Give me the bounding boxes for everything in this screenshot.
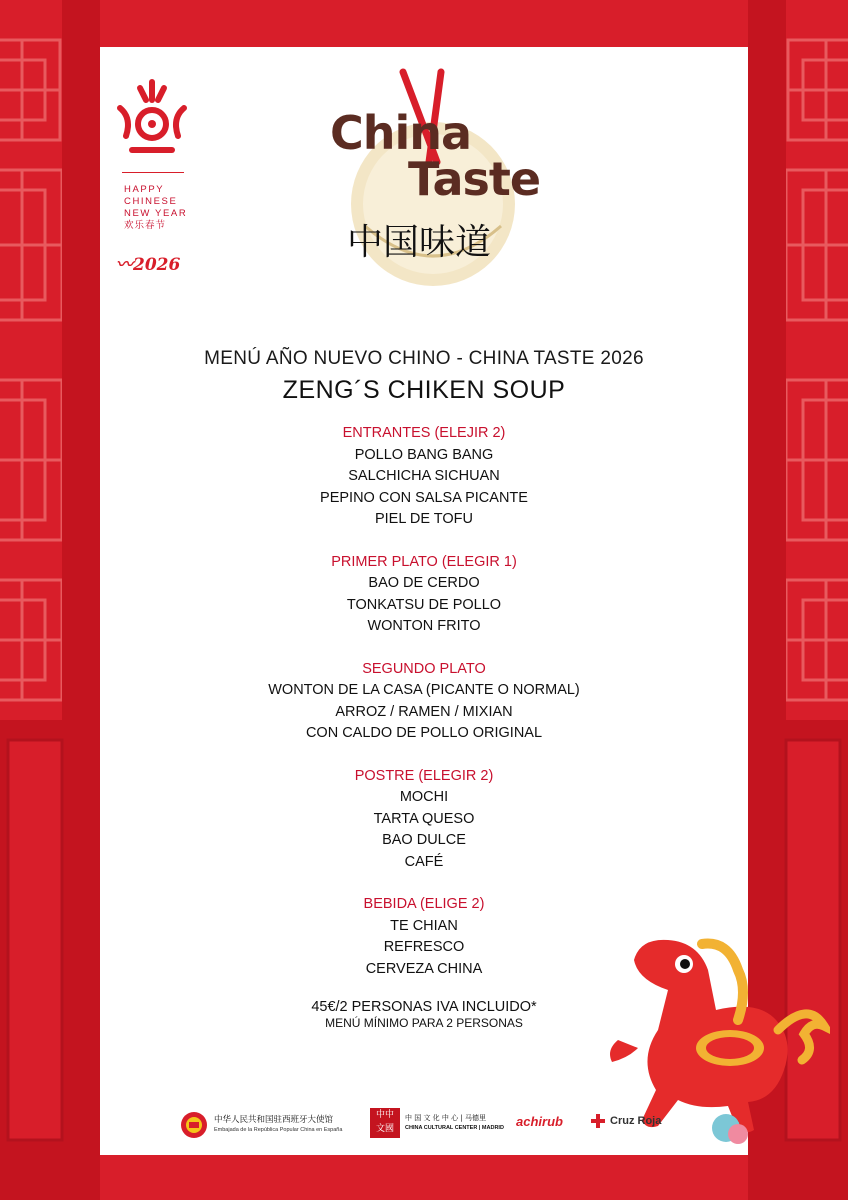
menu-item: POLLO BANG BANG xyxy=(354,446,494,463)
sponsor-china-cultural-center: 中中 文國 中 国 文 化 中 心 | 马德里 CHINA CULTURAL CENTER | MADRID xyxy=(370,1106,504,1140)
sponsor-cruz-roja xyxy=(590,1113,661,1129)
ccc-name-chinese: 中 国 文 化 中 心 xyxy=(405,1114,459,1122)
menu-item: TE CHIAN xyxy=(390,917,458,934)
greeting-line-3: NEW YEAR xyxy=(124,208,188,219)
menu-item: TONKATSU DE POLLO xyxy=(346,596,502,613)
ccc-name-english: CHINA CULTURAL CENTER xyxy=(405,1125,478,1131)
greeting-line-2: CHINESE xyxy=(124,196,178,207)
menu-item: PEPINO CON SALSA PICANTE xyxy=(320,489,528,506)
menu-item: REFRESCO xyxy=(383,939,465,955)
menu-item: CON CALDO DE POLLO ORIGINAL xyxy=(305,725,543,741)
embassy-name-chinese: 中华人民共和国驻西班牙大使馆 xyxy=(214,1115,334,1125)
section-heading: PRIMER PLATO (ELEGIR 1) xyxy=(331,553,517,570)
menu-item: WONTON DE LA CASA (PICANTE O NORMAL) xyxy=(268,682,580,698)
china-taste-logo xyxy=(325,66,555,296)
menu-item: BAO DE CERDO xyxy=(368,575,480,591)
cruz-roja-label: Cruz Roja xyxy=(610,1115,662,1127)
section-segundo-plato xyxy=(100,659,748,745)
menu-price-note: MENÚ MÍNIMO PARA 2 PERSONAS xyxy=(325,1016,523,1030)
ccc-city-chinese: 马德里 xyxy=(464,1114,486,1122)
embassy-name-spanish: Embajada de la República Popular China en España xyxy=(214,1127,343,1133)
greeting-line-1: HAPPY xyxy=(124,184,165,195)
logo-chinese-calligraphy: 中国味道 xyxy=(347,222,492,263)
festival-emblem-icon xyxy=(112,78,192,160)
sponsor-embassy xyxy=(180,1108,342,1142)
menu-item: SALCHICHA SICHUAN xyxy=(348,468,500,484)
menu-item: CAFÉ xyxy=(404,853,444,870)
dragon-icon: 〰 xyxy=(116,255,133,275)
ccc-seal-logo: 中中 文國 xyxy=(370,1108,400,1138)
menu-item: BAO DULCE xyxy=(382,832,466,848)
section-heading: ENTRANTES (ELEJIR 2) xyxy=(342,425,506,441)
ccc-city: MADRID xyxy=(481,1125,504,1131)
menu-item: PIEL DE TOFU xyxy=(374,511,474,527)
national-emblem-icon xyxy=(180,1110,208,1140)
greeting-chinese: 欢乐春节 xyxy=(124,220,167,231)
menu-item: TARTA QUESO xyxy=(373,810,475,827)
emblem-divider xyxy=(122,172,184,173)
menu-item: ARROZ / RAMEN / MIXIAN xyxy=(335,703,513,720)
section-entrantes xyxy=(100,423,748,531)
section-heading: POSTRE (ELEGIR 2) xyxy=(354,767,494,784)
menu-item: WONTON FRITO xyxy=(367,618,481,634)
menu-price: 45€/2 PERSONAS IVA INCLUIDO* xyxy=(311,999,537,1015)
year-mark: 〰2026 xyxy=(116,255,181,275)
menu-subtitle: MENÚ AÑO NUEVO CHINO - CHINA TASTE 2026 xyxy=(204,348,644,369)
menu-content xyxy=(100,348,748,1030)
section-heading: SEGUNDO PLATO xyxy=(362,660,486,677)
menu-title: ZENG´S CHIKEN SOUP xyxy=(282,376,566,404)
red-cross-icon xyxy=(590,1113,606,1129)
section-postre xyxy=(100,766,748,874)
section-primer-plato xyxy=(100,552,748,638)
logo-word-taste: Taste xyxy=(408,152,541,206)
greeting-block xyxy=(110,184,208,232)
menu-item: MOCHI xyxy=(399,789,449,805)
logo-word-china: China xyxy=(330,106,472,160)
sponsor-achirub-logo: achirub xyxy=(516,1114,563,1129)
section-heading: BEBIDA (ELIGE 2) xyxy=(363,896,485,912)
menu-item: CERVEZA CHINA xyxy=(365,960,483,977)
